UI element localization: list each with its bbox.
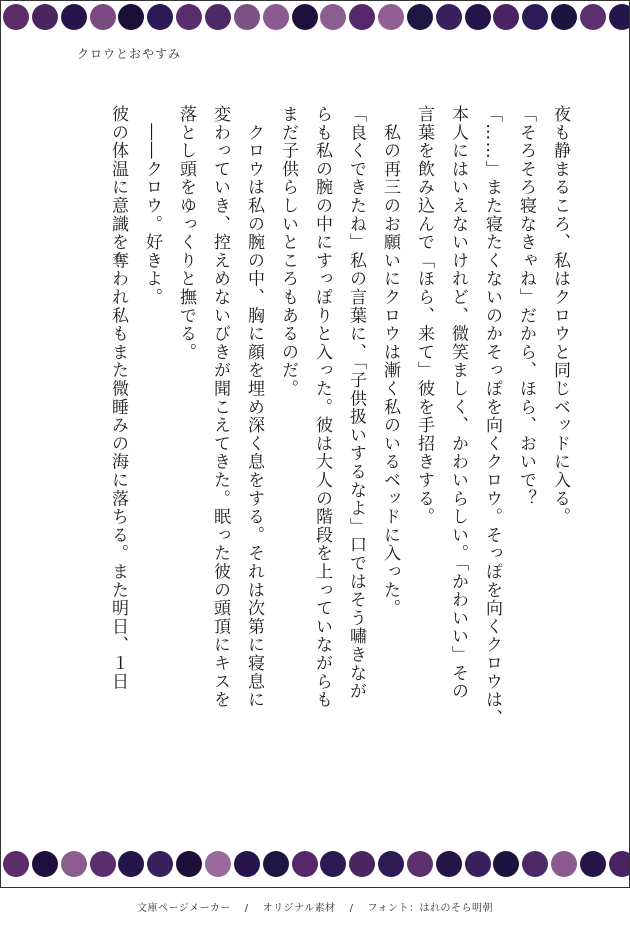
body-line: 「そろそろ寝なきゃね」だから、ほら、おいで？ (516, 105, 536, 508)
decor-dot (234, 4, 260, 30)
decor-dot (465, 851, 491, 877)
decor-dot (32, 4, 58, 30)
footer-credits (0, 899, 630, 914)
body-line: 本人にはいえないけれど、微笑ましく、かわいらしい。「かわいい」その (448, 105, 468, 701)
decor-dot (378, 4, 404, 30)
decor-dot (609, 851, 630, 877)
decor-dot (493, 4, 519, 30)
decor-dot (90, 851, 116, 877)
decor-dot (3, 851, 29, 877)
body-line: 言葉を飲み込んで「ほら、来て」彼を手招きする。 (414, 105, 434, 526)
body-line: 夜も静まるころ、私はクロウと同じベッドに入る。 (550, 105, 570, 526)
decor-dot (349, 851, 375, 877)
decor-dot (205, 851, 231, 877)
page-title: クロウとおやすみ (77, 47, 182, 61)
decor-dot (320, 851, 346, 877)
decor-dot (378, 851, 404, 877)
decor-dot (522, 4, 548, 30)
body-line: クロウは私の腕の中、胸に顔を埋め深く息をする。それは次第に寝息に (244, 105, 264, 709)
decor-dot (263, 851, 289, 877)
decor-dot (580, 4, 606, 30)
footer-credit-app: 文庫ページメーカー (136, 903, 231, 914)
decor-dot (551, 4, 577, 30)
decor-dot (349, 4, 375, 30)
decor-dot (234, 851, 260, 877)
decor-dot (176, 4, 202, 30)
body-line: らも私の腕の中にすっぽりと入った。彼は大人の階段を上っていながらも (312, 105, 332, 709)
decor-dot (609, 4, 630, 30)
body-line: 変わっていき、控えめないびきが聞こえてきた。眠った彼の頭頂にキスを (210, 105, 230, 709)
body-line: まだ子供らしいところもあるのだ。 (278, 105, 298, 398)
decor-dot (436, 4, 462, 30)
decor-dot (493, 851, 519, 877)
decor-dot (118, 4, 144, 30)
decor-dot (465, 4, 491, 30)
footer-separator: / (244, 903, 249, 914)
body-line: ――クロウ。好きよ。 (142, 105, 162, 307)
body-line: 「……」また寝たくないのかそっぽを向くクロウ。そっぽを向くクロウは、 (482, 105, 502, 728)
body-line: 落とし頭をゆっくりと撫でる。 (176, 105, 196, 362)
footer-credit-material: オリジナル素材 (262, 903, 336, 914)
decor-dot (118, 851, 144, 877)
bottom-dot-border (1, 851, 629, 881)
footer-separator: / (349, 903, 354, 914)
decor-dot (407, 4, 433, 30)
body-line: 「良くできたね」私の言葉に、「子供扱いするなよ」口ではそう嘯きなが (346, 105, 366, 701)
decor-dot (61, 4, 87, 30)
top-dot-border (1, 4, 629, 34)
decor-dot (292, 4, 318, 30)
decor-dot (205, 4, 231, 30)
decor-dot (147, 851, 173, 877)
decor-dot (551, 851, 577, 877)
decor-dot (320, 4, 346, 30)
vertical-body-text (101, 105, 577, 805)
decor-dot (3, 4, 29, 30)
decor-dot (522, 851, 548, 877)
decor-dot (407, 851, 433, 877)
decor-dot (176, 851, 202, 877)
footer-credit-font: フォント：はれのそら明朝 (367, 903, 494, 914)
decor-dot (436, 851, 462, 877)
decor-dot (263, 4, 289, 30)
decor-dot (580, 851, 606, 877)
body-line: 私の再三のお願いにクロウは漸く私のいるベッドに入った。 (380, 105, 400, 618)
decor-dot (147, 4, 173, 30)
body-line: 彼の体温に意識を奪われ私もまた微睡みの海に落ちる。また明日、１日 (108, 105, 128, 691)
decor-dot (32, 851, 58, 877)
decor-dot (292, 851, 318, 877)
decor-dot (61, 851, 87, 877)
decor-dot (90, 4, 116, 30)
